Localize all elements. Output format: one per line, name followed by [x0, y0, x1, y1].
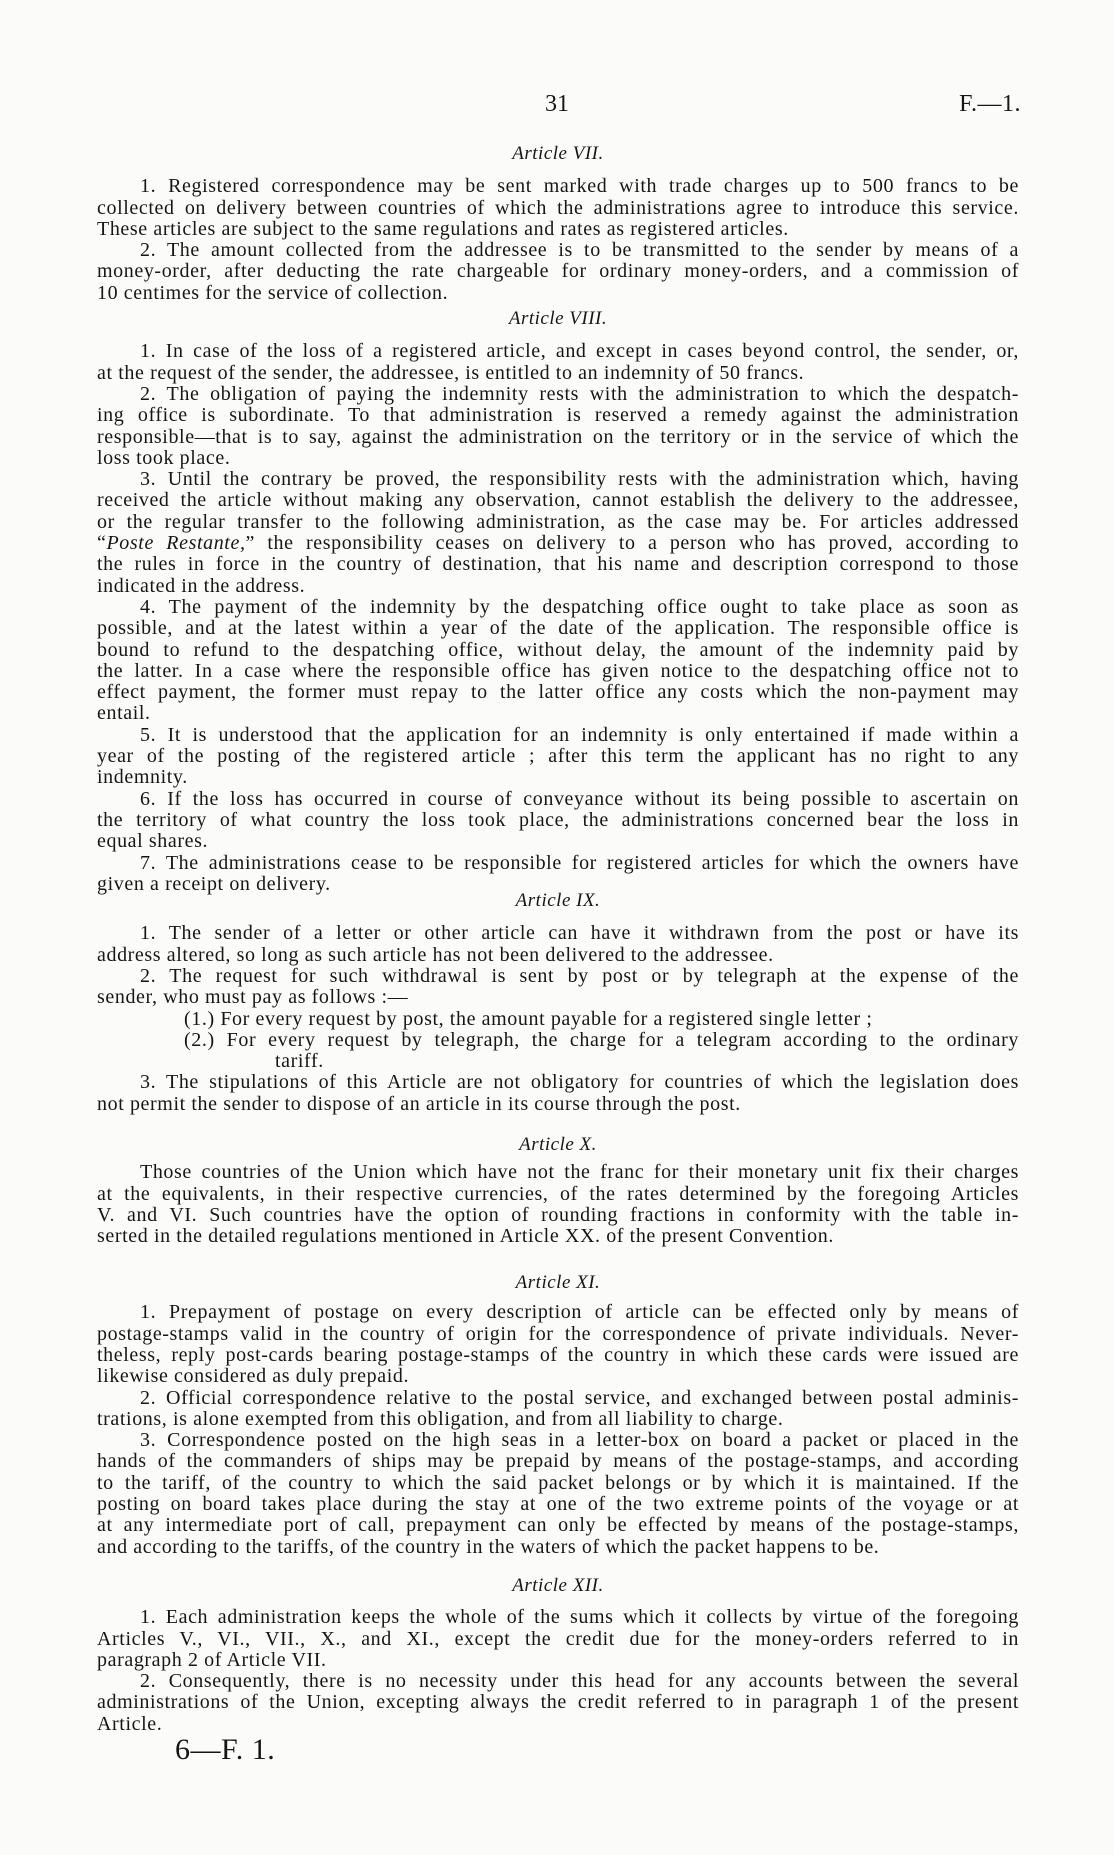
paragraph — [97, 789, 1019, 853]
text-line: paragraph 2 of Article VII. — [97, 1648, 327, 1671]
text-line: theless, reply post-cards bearing postage-stamps of the country in which these cards were issued are — [97, 1343, 1019, 1366]
page-number: 31 — [545, 91, 569, 117]
text-line: effect payment, the former must repay to the latter office any costs which the non-payment may — [97, 681, 1019, 704]
text-line: 2. Consequently, there is no necessity under this head for any accounts between the several — [140, 1670, 1019, 1693]
text-line: 1. Registered correspondence may be sent marked with trade charges up to 500 francs to be — [140, 175, 1019, 198]
text-line: sender, who must pay as follows :— — [97, 986, 409, 1009]
sub-item — [97, 1009, 1019, 1030]
text-line — [97, 533, 1019, 554]
text-line: These articles are subject to the same regulations and rates as registered articles. — [97, 217, 789, 240]
paragraph — [97, 1302, 1019, 1387]
text-line: 2. The amount collected from the addressee is to be transmitted to the sender by means of a — [140, 239, 1019, 262]
text-line: postage-stamps valid in the country of origin for the correspondence of private individuals. Never- — [97, 1322, 1019, 1345]
article-section — [97, 1272, 1019, 1558]
paragraph — [97, 341, 1019, 384]
text-line: (2.) For every request by telegraph, the charge for a telegram according to the ordinary — [184, 1028, 1019, 1051]
text-line: likewise considered as duly prepaid. — [97, 1365, 410, 1388]
text-line: 1. The sender of a letter or other article can have it withdrawn from the post or have its — [140, 922, 1019, 945]
text-line: given a receipt on delivery. — [97, 872, 331, 895]
paragraph — [97, 1162, 1019, 1247]
text-line: 10 centimes for the service of collection. — [97, 281, 449, 304]
text-line: posting on board takes place during the stay at one of the two extreme points of the voyage or at — [97, 1493, 1019, 1516]
article-heading: Article VII. — [512, 143, 604, 164]
text-line: at any intermediate port of call, prepayment can only be effected by means of the postage-stamps, — [97, 1514, 1019, 1537]
text-line: 6. If the loss has occurred in course of conveyance without its being possible to ascertain on — [140, 787, 1019, 810]
text-line: the latter. In a case where the responsible office has given notice to the despatching office not to — [97, 659, 1019, 682]
text-line: 2. The request for such withdrawal is sent by post or by telegraph at the expense of the — [140, 964, 1019, 987]
text-line: collected on delivery between countries of which the administrations agree to introduce this service. — [97, 196, 1019, 219]
paragraph — [97, 384, 1019, 469]
text-line: possible, and at the latest within a year of the date of the application. The responsible office is — [97, 617, 1019, 640]
article-heading: Article IX. — [515, 890, 601, 912]
paragraph — [97, 853, 1019, 896]
sub-item — [97, 1030, 1019, 1073]
paragraph — [97, 1607, 1019, 1671]
text-line: year of the posting of the registered article ; after this term the applicant has no right to any — [97, 745, 1019, 768]
italic-phrase: Poste Restante, — [106, 532, 246, 555]
footer-signature-mark: 6—F. 1. — [175, 1733, 276, 1766]
text-line: indicated in the address. — [97, 574, 306, 597]
text-line: at the request of the sender, the addressee, is entitled to an indemnity of 50 francs. — [97, 361, 805, 384]
text-line: entail. — [97, 702, 151, 725]
text-line: 3. Correspondence posted on the high seas in a letter-box on board a packet or placed in the — [140, 1429, 1019, 1452]
text-line: 3. The stipulations of this Article are not obligatory for countries of which the legislation does — [140, 1071, 1019, 1094]
text-line: administrations of the Union, excepting always the credit referred to in paragraph 1 of the present — [97, 1691, 1019, 1714]
text-line: loss took place. — [97, 446, 231, 469]
paragraph — [97, 1388, 1019, 1431]
text-line: address altered, so long as such article has not been delivered to the addressee. — [97, 943, 774, 966]
paragraph — [97, 725, 1019, 789]
text-line: 2. The obligation of paying the indemnity rests with the administration to which the despatch- — [140, 382, 1019, 405]
text-line: 2. Official correspondence relative to the postal service, and exchanged between postal adminis- — [140, 1386, 1019, 1409]
paragraph — [97, 1430, 1019, 1558]
text-line: serted in the detailed regulations mentioned in Article XX. of the present Convention. — [97, 1225, 834, 1248]
text-line: not permit the sender to dispose of an article in its course through the post. — [97, 1092, 741, 1115]
text-line: tariff. — [275, 1050, 324, 1073]
article-heading: Article X. — [519, 1134, 597, 1156]
text-line: Those countries of the Union which have not the franc for their monetary unit fix their charges — [140, 1161, 1019, 1184]
article-heading: Article XII. — [512, 1574, 604, 1596]
text-line: V. and VI. Such countries have the option of rounding fractions in conformity with the table in- — [97, 1203, 1019, 1226]
text-line: equal shares. — [97, 830, 209, 853]
text-line: and according to the tariffs, of the country in the waters of which the packet happens to be. — [97, 1535, 880, 1558]
text-line: (1.) For every request by post, the amount payable for a registered single letter ; — [184, 1007, 873, 1030]
article-heading: Article XI. — [515, 1271, 601, 1293]
article-section — [97, 890, 1019, 1115]
text-line: hands of the commanders of ships may be prepaid by means of the postage-stamps, and according — [97, 1450, 1019, 1473]
text-line: indemnity. — [97, 766, 188, 789]
page-reference: F.—1. — [959, 91, 1021, 117]
text-line: 1. In case of the loss of a registered article, and except in cases beyond control, the sender, or, — [140, 340, 1019, 363]
text-line: to the tariff, of the country to which the said packet belongs or by which it is maintained. If the — [97, 1471, 1019, 1494]
text-line: responsible—that is to say, against the administration on the territory or in the service of which the — [97, 425, 1019, 448]
article-heading: Article VIII. — [508, 308, 608, 330]
paragraph — [97, 1072, 1019, 1115]
text-run: “ — [97, 532, 107, 555]
paragraph — [97, 1671, 1019, 1735]
article-section — [97, 143, 1019, 304]
text-line: Articles V., VI., VII., X., and XI., except the credit due for the money-orders referred to in — [97, 1627, 1019, 1650]
paragraph — [97, 469, 1019, 597]
document-body — [97, 143, 1019, 1735]
paragraph — [97, 966, 1019, 1072]
text-line: 5. It is understood that the application for an indemnity is only entertained if made within a — [140, 723, 1019, 746]
text-line: 3. Until the contrary be proved, the responsibility rests with the administration which, having — [140, 468, 1019, 491]
text-line: trations, is alone exempted from this obligation, and from all liability to charge. — [97, 1407, 784, 1430]
article-section — [97, 1134, 1019, 1247]
text-line: the rules in force in the country of destination, that his name and description correspond to those — [97, 553, 1019, 576]
text-line: money-order, after deducting the rate chargeable for ordinary money-orders, and a commission of — [97, 260, 1019, 283]
paragraph — [97, 240, 1019, 304]
article-section — [97, 308, 1019, 895]
text-line: bound to refund to the despatching office, without delay, the amount of the indemnity paid by — [97, 638, 1019, 661]
paragraph — [97, 176, 1019, 240]
text-line: 1. Prepayment of postage on every description of article can be effected only by means of — [140, 1301, 1019, 1324]
text-line: the territory of what country the loss took place, the administrations concerned bear the loss in — [97, 808, 1019, 831]
text-line: 4. The payment of the indemnity by the despatching office ought to take place as soon as — [140, 595, 1019, 618]
text-line: or the regular transfer to the following administration, as the case may be. For articles addressed — [97, 510, 1019, 533]
text-run: ” the responsibility ceases on delivery to a person who has proved, according to — [245, 532, 1019, 555]
text-line: received the article without making any observation, cannot establish the delivery to the addressee, — [97, 489, 1019, 512]
text-line: ing office is subordinate. To that administration is reserved a remedy against the administration — [97, 404, 1019, 427]
text-line: Article. — [97, 1712, 163, 1735]
text-line: at the equivalents, in their respective currencies, of the rates determined by the foregoing Articles — [97, 1182, 1019, 1205]
text-line: 7. The administrations cease to be responsible for registered articles for which the owners have — [140, 851, 1019, 874]
article-section — [97, 1575, 1019, 1735]
paragraph — [97, 923, 1019, 966]
text-line: 1. Each administration keeps the whole of the sums which it collects by virtue of the foregoing — [140, 1606, 1019, 1629]
paragraph — [97, 597, 1019, 725]
